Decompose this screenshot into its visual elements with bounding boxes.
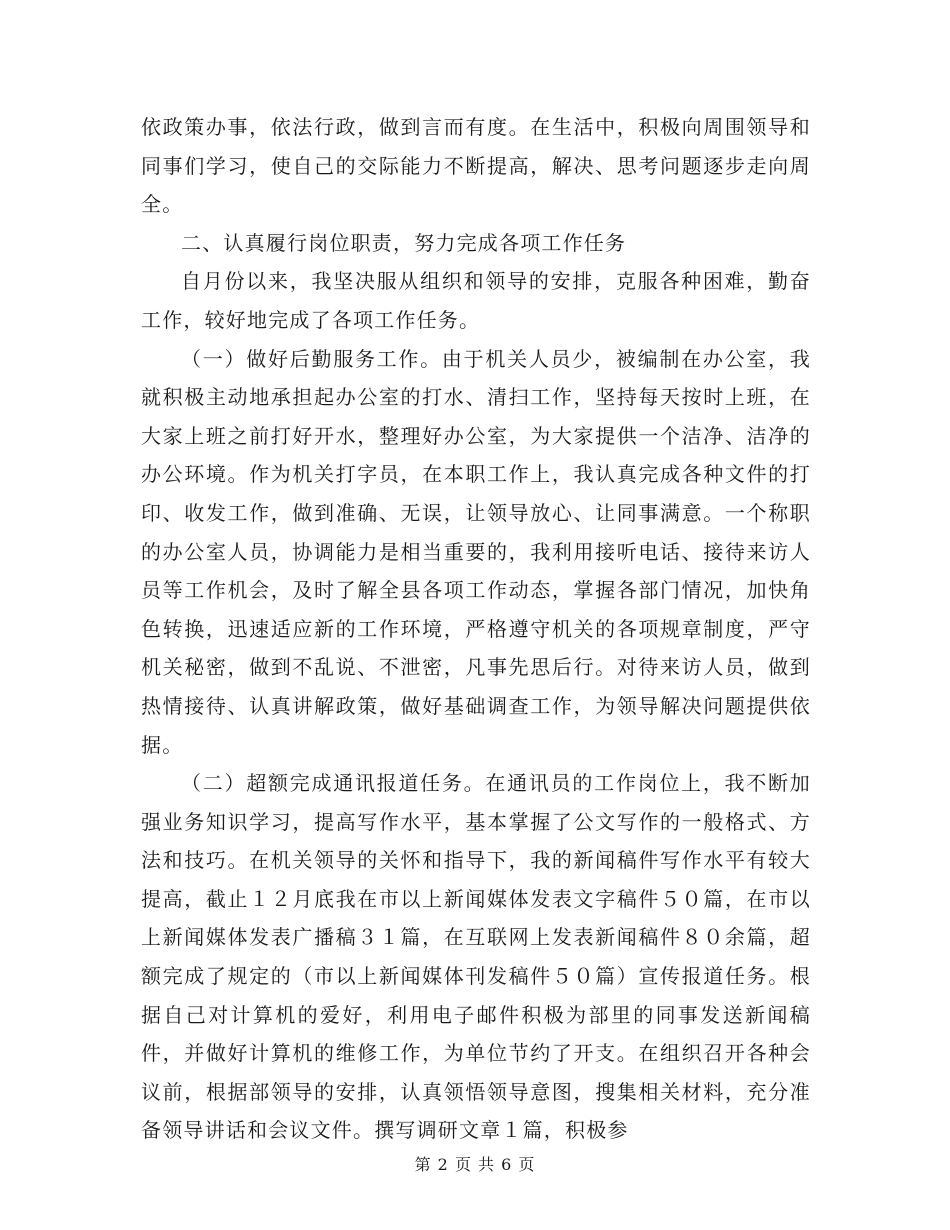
paragraph-continuation: 依政策办事，依法行政，做到言而有度。在生活中，积极向周围领导和同事们学习，使自己的交际能力不断提高，解决、思考问题逐步走向周全。 (141, 115, 811, 217)
paragraph-logistics: （一）做好后勤服务工作。由于机关人员少，被编制在办公室，我就积极主动地承担起办公室的打水、清扫工作，坚持每天按时上班，在大家上班之前打好开水，整理好办公室，为大家提供一个洁净、洁净的办公环境。作为机关打字员，在本职工作上，我认真完成各种文件的打印、收发工作，做到准确、无误，让领导放心、让同事满意。一个称职的办公室人员，协调能力是相当重要的，我利用接听电话、接待来访人员等工作机会，及时了解全县各项工作动态，掌握各部门情况，加快角色转换，迅速适应新的工作环境，严格遵守机关的各项规章制度，严守机关秘密，做到不乱说、不泄密，凡事先思后行。对待来访人员，做到热情接待、认真讲解政策，做好基础调查工作，为领导解决问题提供依据。 (141, 346, 811, 757)
section-heading: 二、认真履行岗位职责，努力完成各项工作任务 (181, 230, 627, 255)
document-body (141, 108, 811, 1150)
page-number-footer: 第 2 页 共 6 页 (414, 1155, 536, 1174)
paragraph-reporting: （二）超额完成通讯报道任务。在通讯员的工作岗位上，我不断加强业务知识学习，提高写作水平，基本掌握了公文写作的一般格式、方法和技巧。在机关领导的关怀和指导下，我的新闻稿件写作水平有较大提高，截止１２月底我在市以上新闻媒体发表文字稿件５０篇，在市以上新闻媒体发表广播稿３１篇，在互联网上发表新闻稿件８０余篇，超额完成了规定的（市以上新闻媒体刊发稿件５０篇）宣传报道任务。根据自己对计算机的爱好，利用电子邮件积极为部里的同事发送新闻稿件，并做好计算机的维修工作，为单位节约了开支。在组织召开各种会议前，根据部领导的安排，认真领悟领导意图，搜集相关材料，充分准备领导讲话和会议文件。撰写调研文章１篇，积极参 (141, 771, 811, 1143)
paragraph-intro: 自月份以来，我坚决服从组织和领导的安排，克服各种困难，勤奋工作，较好地完成了各项工作任务。 (141, 269, 811, 332)
